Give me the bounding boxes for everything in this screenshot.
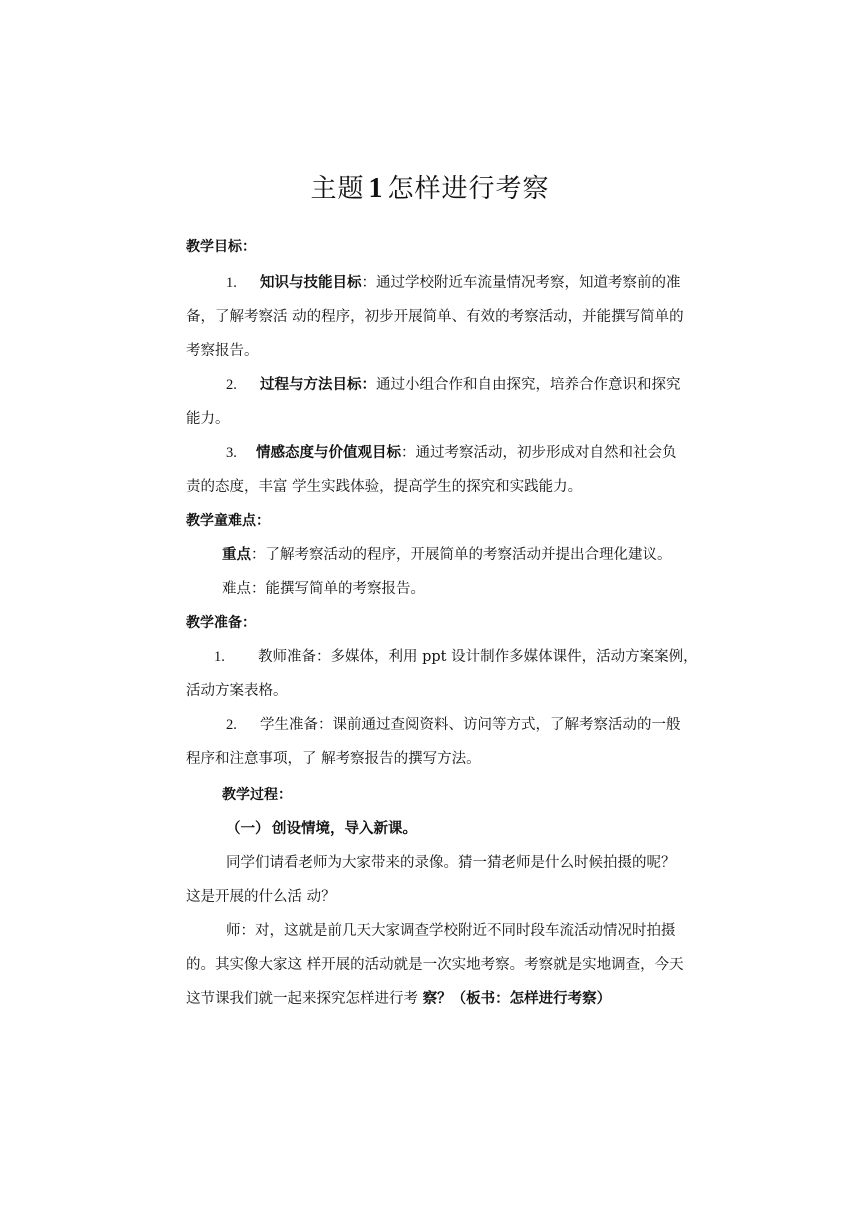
goal-2-line-2: 能力。 [186, 411, 230, 427]
difficulty-heading: 教学童难点： [186, 513, 270, 529]
prep-1-line-2: 活动方案表格。 [186, 683, 288, 699]
process-heading: 教学过程： [222, 787, 292, 803]
goal-3-line-1 [226, 443, 676, 463]
prep-1-text-1: 教师准备：多媒体，利用 ppt 设计制作多媒体课件，活动方案案例， [258, 649, 698, 665]
goal-1-label: 知识与技能目标 [260, 274, 362, 291]
section-1-number: （一） [226, 820, 270, 837]
prep-2-text-1: 学生准备：课前通过查阅资料、访问等方式，了解考察活动的一般 [260, 717, 681, 733]
section-1-text: 创设情境，导入新课。 [272, 820, 417, 837]
para-1-line-1: 同学们请看老师为大家带来的录像。猜一猜老师是什么时候拍摄的呢？ [226, 855, 676, 871]
prep-2-line-2: 程序和注意事项，了 解考察报告的撰写方法。 [186, 751, 481, 767]
title-suffix: 怎样进行考察 [387, 174, 550, 204]
goals-heading: 教学目标： [186, 239, 256, 255]
goal-2-text-1: 通过小组合作和自由探究，培养合作意识和探究 [376, 377, 681, 393]
goal-1-sep: ： [361, 275, 376, 291]
goal-2-label: 过程与方法目标： [260, 376, 376, 393]
goal-1-text-1: 通过学校附近车流量情况考察，知道考察前的准 [376, 275, 681, 291]
para-1-line-2: 这是开展的什么活 动？ [186, 889, 336, 905]
section-1-heading [226, 819, 676, 839]
goal-1-number: 1. [226, 275, 237, 291]
goal-1-line-1 [226, 273, 681, 293]
para-2-line-3 [186, 989, 676, 1009]
hard-point-line: 难点：能撰写简单的考察报告。 [222, 581, 425, 597]
prep-2-line-1 [226, 715, 681, 735]
prep-1-line-1 [214, 647, 698, 667]
goal-3-line-2: 责的态度，丰富 学生实践体验，提高学生的探究和实践能力。 [186, 479, 583, 495]
title-prefix: 主题 [310, 174, 365, 204]
prep-1-number: 1. [214, 649, 225, 665]
prep-2-number: 2. [226, 717, 237, 733]
page-title [0, 168, 860, 205]
goal-3-sep: ： [401, 445, 416, 461]
key-point-text: ：了解考察活动的程序，开展简单的考察活动并提出合理化建议。 [251, 547, 672, 563]
key-point-label: 重点 [222, 546, 251, 563]
goal-3-label: 情感态度与价值观目标 [256, 444, 401, 461]
title-number: 1 [368, 173, 384, 204]
goal-3-number: 3. [226, 445, 237, 461]
goal-2-line-1 [226, 375, 681, 395]
key-point-line [222, 545, 676, 565]
para-2-line-3-text: 这节课我们就一起来探究怎样进行考 [186, 991, 423, 1007]
goal-2-number: 2. [226, 377, 237, 393]
goal-1-line-2: 备，了解考察活 动的程序，初步开展简单、有效的考察活动，并能撰写简单的 [186, 309, 684, 325]
para-2-line-1: 师：对，这就是前几天大家调查学校附近不同时段车流活动情况时拍摄 [226, 923, 676, 939]
para-2-line-3-bold: 察？（板书：怎样进行考察） [422, 990, 612, 1007]
para-2-line-2: 的。其实像大家这 样开展的活动就是一次实地考察。考察就是实地调查，今天 [186, 957, 684, 973]
goal-1-line-3: 考察报告。 [186, 343, 259, 359]
goal-3-text-1: 通过考察活动，初步形成对自然和社会负 [415, 445, 677, 461]
prep-heading: 教学准备： [186, 615, 256, 631]
